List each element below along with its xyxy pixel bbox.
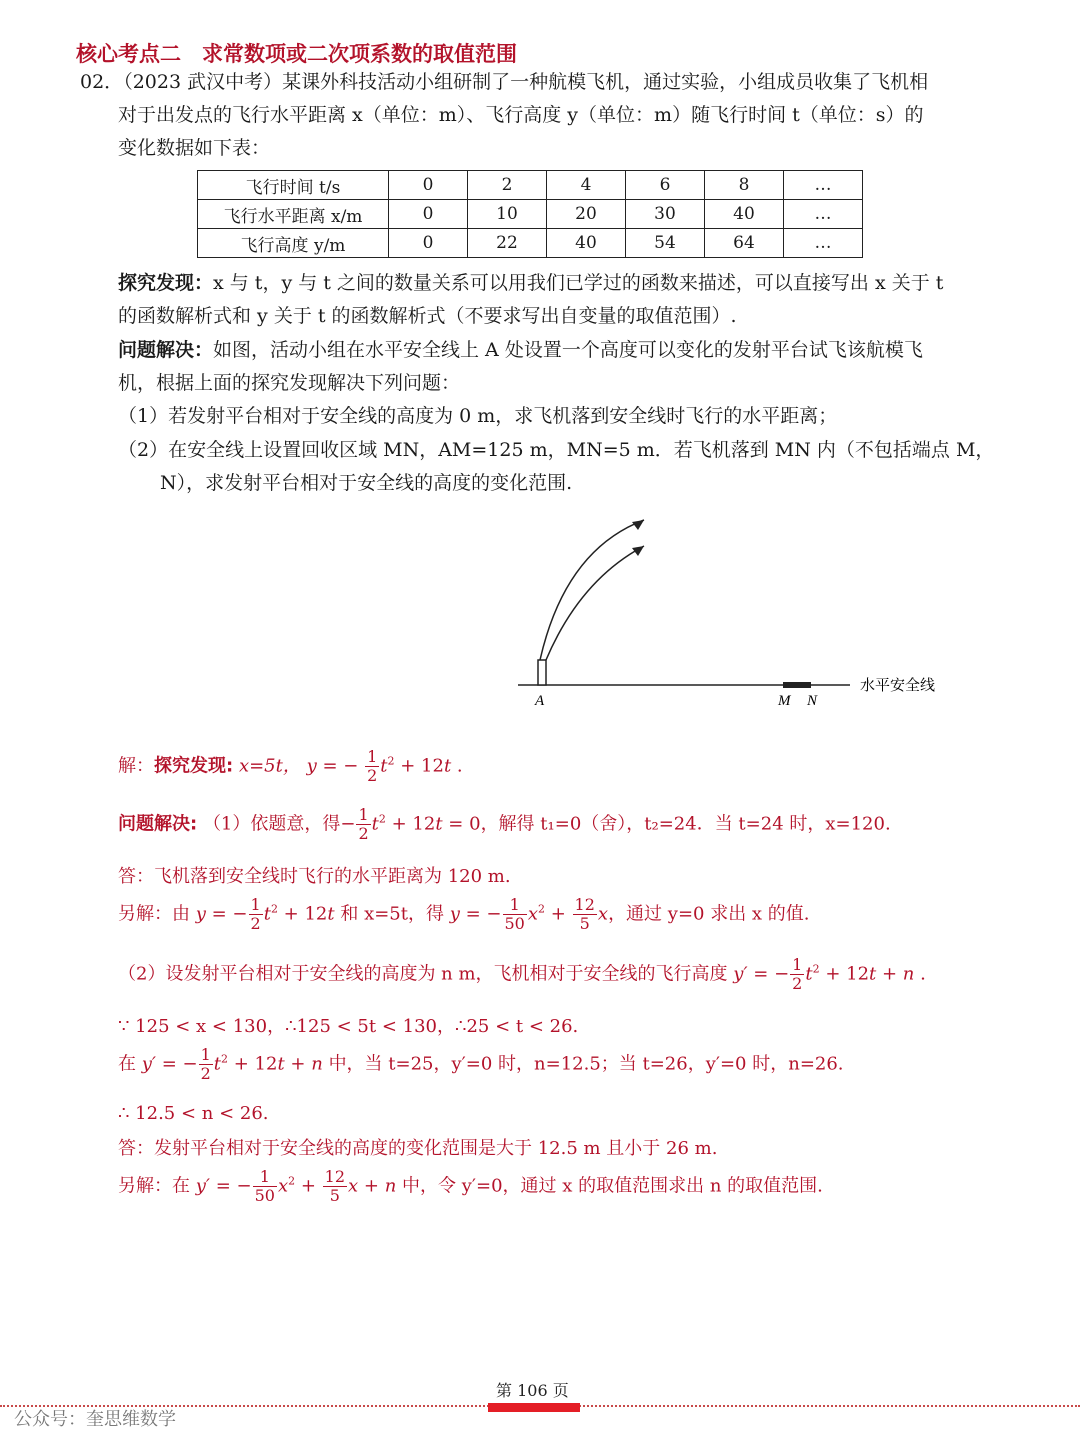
table-cell: 54 [626, 229, 705, 258]
label-a: A [535, 693, 545, 709]
table-cell: 0 [389, 200, 468, 229]
table-row [198, 229, 863, 258]
solve-label: 问题解决： [118, 339, 214, 361]
answer-alt-2: 另解：在 y′ = − $\frac{1}{50}$ $x^2$ + $\frac{12}{5}$ x + n 中，令 y′=0，通过 x 的取值范围求出 n 的取值范围. [118, 1167, 823, 1205]
footer-accent-bar [488, 1403, 580, 1412]
question-line-2: 对于出发点的飞行水平距离 x（单位：m）、飞行高度 y（单位：m）随飞行时间 t（单位：s）的 [118, 104, 924, 126]
footer-watermark: 公众号：奎思维数学 [14, 1409, 176, 1430]
safety-line-label: 水平安全线 [860, 676, 936, 694]
table-cell: 0 [389, 171, 468, 200]
answer-solve-2: （2）设发射平台相对于安全线的高度为 n m，飞机相对于安全线的飞行高度 y′ = − $\frac{1}{2}$ $t^2 + 12t + n$ . [118, 955, 926, 993]
table-cell: 8 [705, 171, 784, 200]
table-row [198, 171, 863, 200]
table-cell: 4 [547, 171, 626, 200]
table-cell: 40 [705, 200, 784, 229]
trajectory-2 [546, 546, 644, 660]
table-cell: 10 [468, 200, 547, 229]
question-number: 02． [80, 71, 124, 93]
explore-line-1: 探究发现：x 与 t，y 与 t 之间的数量关系可以用我们已学过的函数来描述，可以直接写出 x 关于 t [118, 272, 944, 294]
explore-label: 探究发现： [118, 272, 214, 294]
table-cell: 64 [705, 229, 784, 258]
page-number: 第 106 页 [496, 1381, 569, 1400]
answer-in: 在 y′ = − $\frac{1}{2}$ $t^2 + 12t + n$ 中，当 t=25，y′=0 时，n=12.5；当 t=26，y′=0 时，n=26. [118, 1045, 844, 1083]
answer-explore: 解：探究发现: x=5t， y = − $\frac{1}{2}$ $t^2 + 12t$ . [118, 747, 463, 785]
table-row-header: 飞行时间 t/s [198, 171, 389, 200]
table-cell: 6 [626, 171, 705, 200]
question-line-3: 变化数据如下表： [118, 137, 271, 159]
section-title: 核心考点二 求常数项或二次项系数的取值范围 [76, 42, 517, 66]
answer-2: 答：发射平台相对于安全线的高度的变化范围是大于 12.5 m 且小于 26 m. [118, 1138, 718, 1159]
table-row-header: 飞行高度 y/m [198, 229, 389, 258]
part-1: （1）若发射平台相对于安全线的高度为 0 m，求飞机落到安全线时飞行的水平距离； [118, 405, 838, 427]
answer-1: 答：飞机落到安全线时飞行的水平距离为 120 m. [118, 866, 511, 887]
part-2-line-1: （2）在安全线上设置回收区域 MN，AM=125 m，MN=5 m．若飞机落到 MN 内（不包括端点 M， [118, 439, 995, 461]
table-cell: 0 [389, 229, 468, 258]
table-row [198, 200, 863, 229]
table-cell: 20 [547, 200, 626, 229]
table-cell: … [784, 200, 863, 229]
explore-line-2: 的函数解析式和 y 关于 t 的函数解析式（不要求写出自变量的取值范围）. [118, 305, 737, 327]
data-table [197, 170, 863, 258]
table-cell: … [784, 171, 863, 200]
table-cell: 40 [547, 229, 626, 258]
part-2-line-2: N），求发射平台相对于安全线的高度的变化范围. [160, 472, 573, 494]
label-n: N [807, 693, 818, 709]
answer-therefore: ∴ 12.5 < n < 26. [118, 1103, 269, 1124]
flight-diagram [510, 510, 960, 715]
table-cell: 30 [626, 200, 705, 229]
table-cell: 2 [468, 171, 547, 200]
question-line-1: 02．（2023 武汉中考）某课外科技活动小组研制了一种航模飞机，通过实验，小组成员收集了飞机相 [80, 71, 929, 93]
answer-solve-1: 问题解决: （1）依题意，得− $\frac{1}{2}$ $t^2 + 12t = 0$，解得 t₁=0（舍），t₂=24．当 t=24 时，x=120. [118, 805, 891, 843]
mn-zone [783, 682, 811, 688]
answer-since: ∵ 125 < x < 130，∴125 < 5t < 130，∴25 < t < 26. [118, 1016, 579, 1037]
launch-platform [538, 660, 546, 685]
label-m: M [778, 693, 791, 709]
solve-line-1: 问题解决：如图，活动小组在水平安全线上 A 处设置一个高度可以变化的发射平台试飞该航模飞 [118, 339, 923, 361]
table-cell: 22 [468, 229, 547, 258]
table-row-header: 飞行水平距离 x/m [198, 200, 389, 229]
answer-alt-1: 另解：由 y = − $\frac{1}{2}$ $t^2 + 12t$ 和 x=5t，得 y = − $\frac{1}{50}$ $x^2$ + $\frac{12}{5}$ x，通过 y=0 求出 x 的值. [118, 895, 810, 933]
solve-line-2: 机，根据上面的探究发现解决下列问题： [118, 372, 461, 394]
table-cell: … [784, 229, 863, 258]
